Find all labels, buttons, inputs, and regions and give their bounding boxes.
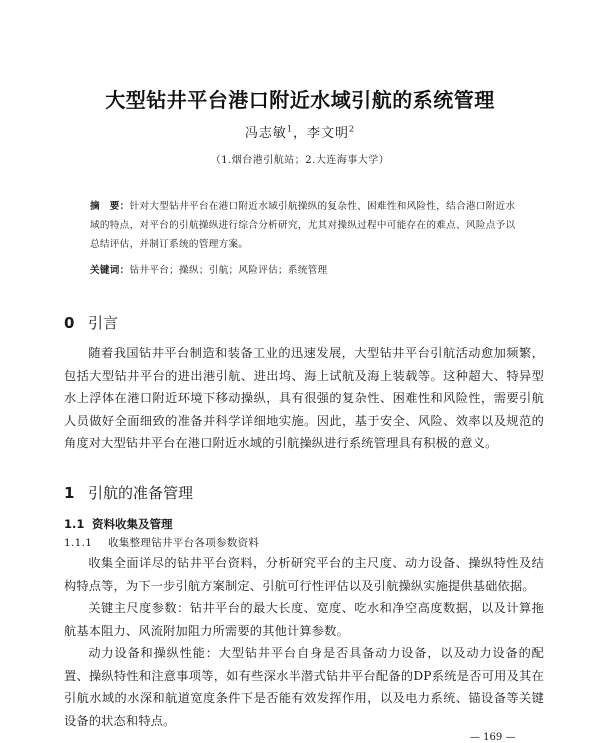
- section-heading-preparation: [64, 482, 193, 503]
- affiliation-line: （1.烟台港引航站；2.大连海事大学）: [210, 155, 390, 166]
- paper-title: 大型钻井平台港口附近水域引航的系统管理: [105, 88, 495, 112]
- author-name: 李文明: [307, 126, 350, 141]
- subsubsection-title: 收集整理钻井平台各项参数资料: [108, 537, 260, 549]
- body-paragraph: 动力设备和操纵性能：大型钻井平台自身是否具备动力设备，以及动力设备的配置、操纵特性和注意事项等，如有些深水半潜式钻井平台配备的DP系统是否可用及其在引航水域的水深和航道宽度条件下是否能有效发挥作用，以及电力系统、锚设备等关键设备的状态和特点。: [64, 646, 544, 728]
- subsection-number: 1.1: [64, 517, 85, 531]
- author-name: 冯志敏: [244, 126, 287, 141]
- section-number: 0: [64, 314, 75, 332]
- keywords-text: 钻井平台；操纵；引航；风险评估；系统管理: [129, 265, 328, 276]
- author-separator: ，: [292, 126, 307, 141]
- introduction-paragraph: 随着我国钻井平台制造和装备工业的迅速发展，大型钻井平台引航活动愈加频繁，包括大型钻井平台的进出港引航、进出坞、海上试航及海上装载等。这种超大、特异型水上浮体在港口附近环境下移动操纵，具有很强的复杂性、困难性和风险性，需要引航人员做好全面细致的准备并科学详细地实施。因此，基于安全、风险、效率以及规范的角度对大型钻井平台在港口附近水域的引航操纵进行系统管理具有积极的意义。: [64, 346, 544, 450]
- abstract: [90, 197, 520, 254]
- author-line: [0, 122, 600, 141]
- page-number: — 169 —: [470, 732, 516, 743]
- section-title: 引言: [88, 314, 119, 332]
- subsubsection-number: 1.1.1: [64, 537, 93, 549]
- subsection-title: 资料收集及管理: [92, 517, 173, 531]
- body-paragraph: 关键主尺度参数：钻井平台的最大长度、宽度、吃水和净空高度数据，以及计算拖航基本阻力、风流附加阻力所需要的其他计算参数。: [64, 601, 544, 638]
- section-title: 引航的准备管理: [88, 484, 194, 502]
- body-paragraph: 收集全面详尽的钻井平台资料，分析研究平台的主尺度、动力设备、操纵特性及结构特点等，为下一步引航方案制定、引航可行性评估以及引航操纵实施提供基础依据。: [64, 556, 544, 593]
- author-affiliation-mark: 2: [349, 124, 356, 134]
- keywords-label: 关键词：: [90, 265, 130, 276]
- subsection-heading: [64, 516, 173, 532]
- abstract-label: 摘 要：: [90, 201, 130, 212]
- author-affiliation-mark: 1: [286, 124, 293, 134]
- keywords: [90, 263, 520, 279]
- subsubsection-heading: [64, 535, 259, 550]
- section-heading-introduction: [64, 312, 118, 333]
- abstract-text: 针对大型钻井平台在港口附近水域引航操纵的复杂性、困难性和风险性，结合港口附近水域的特点，对平台的引航操纵进行综合分析研究，尤其对操纵过程中可能存在的难点、风险点予以总结评估，并制订系统的管理方案。: [90, 201, 516, 250]
- section-number: 1: [64, 484, 75, 502]
